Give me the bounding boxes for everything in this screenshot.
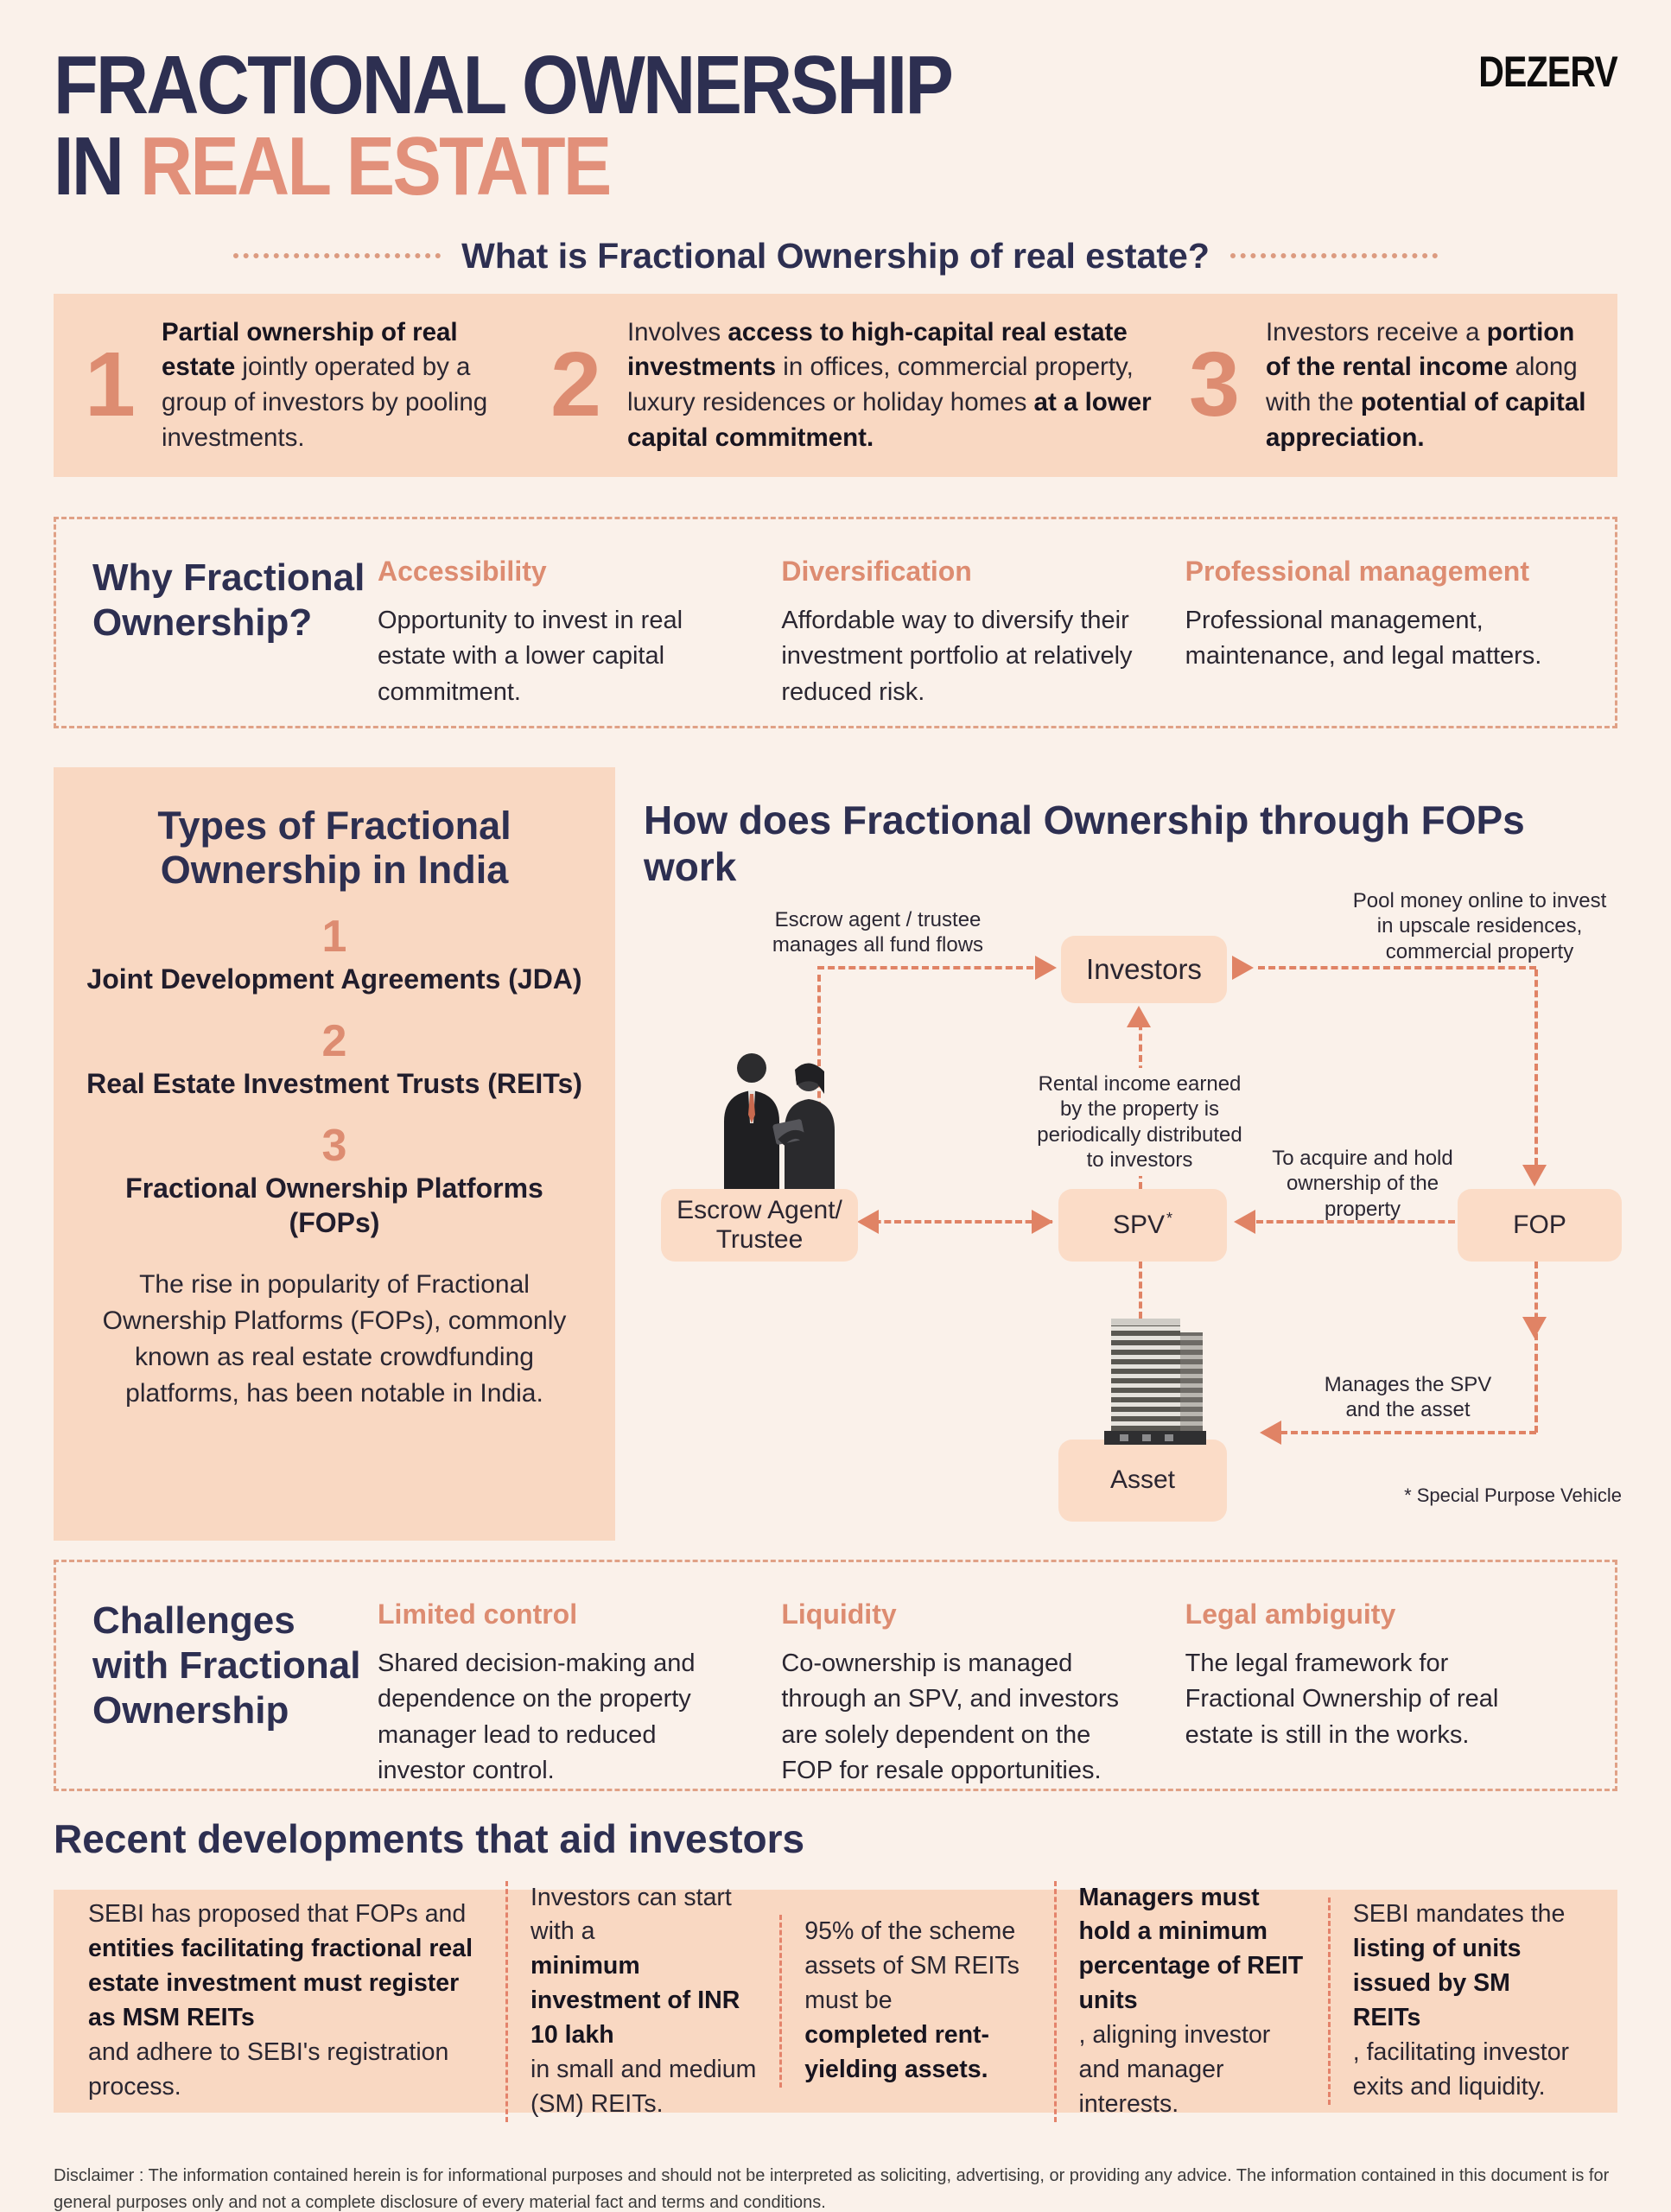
point-text: Involves access to high-capital real estate investments in offices, commercial property, luxury residences or holiday homes at a lower capital commitment. — [626, 317, 1152, 452]
node-asset: Asset — [1058, 1440, 1227, 1522]
recent-text: Investors can start with a minimum investment of INR 10 lakh in small and medium (SM) REITs. — [531, 1883, 757, 2118]
col-title: Liquidity — [781, 1599, 897, 1630]
type-label: Real Estate Investment Trusts (REITs) — [86, 1068, 582, 1100]
col-body: Affordable way to diversify their investment portfolio at relatively reduced risk. — [781, 607, 1133, 706]
col-title: Professional management — [1185, 556, 1529, 588]
point-number: 1 — [85, 334, 136, 436]
spv-label: SPV — [1112, 1210, 1165, 1239]
arrowhead-into-spv-left — [1032, 1210, 1053, 1234]
recent-text: 95% of the scheme assets of SM REITs must be completed rent-yielding assets. — [804, 1917, 1020, 2083]
types-panel — [54, 767, 615, 1541]
brand-logo: DEZERV — [1478, 48, 1617, 96]
recent-text: SEBI has proposed that FOPs and entities facilitating fractional real estate investment must register as MSM REITs and adhere to SEBI's registration process. — [88, 1900, 473, 2101]
flow-line-down-to-fop — [1534, 969, 1538, 1165]
arrowhead-into-investors-bottom — [1127, 1006, 1151, 1027]
col-body: Shared decision-making and dependence on the property manager lead to reduced investor control. — [378, 1649, 696, 1784]
point-text: Partial ownership of real estate jointly operated by a group of investors by pooling investments. — [161, 317, 488, 452]
recent-col-1 — [69, 1897, 505, 2104]
col-body: Opportunity to invest in real estate with a lower capital commitment. — [378, 607, 683, 706]
col-title: Limited control — [378, 1599, 578, 1630]
arrowhead-fop-down — [1522, 1317, 1547, 1338]
why-section — [54, 517, 1617, 728]
node-escrow-agent-trustee: Escrow Agent/ Trustee — [661, 1189, 858, 1262]
recent-text: SEBI mandates the listing of units issued by SM REITs , facilitating investor exits and liquidity. — [1352, 1900, 1570, 2101]
type-item-jda — [86, 913, 582, 997]
what-is-heading-row — [54, 233, 1617, 278]
node-fop: FOP — [1458, 1189, 1622, 1262]
arrowhead-into-escrow — [857, 1210, 879, 1234]
definition-points-band — [54, 294, 1617, 477]
type-number: 3 — [321, 1120, 347, 1171]
recent-developments-band — [54, 1883, 1617, 2118]
flow-line-fop-to-asset — [1280, 1431, 1536, 1434]
spv-footnote: * Special Purpose Vehicle — [1404, 1484, 1622, 1507]
recent-col-4 — [1054, 1881, 1328, 2122]
types-and-how-section — [54, 767, 1622, 1541]
why-heading: Why Fractional Ownership? — [92, 556, 365, 645]
flow-line-investors-to-fop — [1258, 966, 1536, 969]
point-number: 3 — [1189, 334, 1240, 436]
recent-text: Managers must hold a minimum percentage of REIT units , aligning investor and manager interests. — [1078, 1883, 1304, 2118]
what-is-heading: What is Fractional Ownership of real estate? — [461, 235, 1210, 276]
label-rental-income: Rental income earned by the property is periodically distributed to investors — [1026, 1068, 1253, 1176]
asset-building-photo — [1094, 1317, 1215, 1445]
flow-line-to-investors — [817, 966, 1033, 969]
recent-col-2 — [505, 1881, 779, 2122]
type-number: 2 — [321, 1015, 347, 1066]
type-item-fops — [86, 1122, 582, 1241]
type-label: Fractional Ownership Platforms (FOPs) — [125, 1173, 543, 1239]
node-spv — [1058, 1189, 1227, 1262]
recent-col-3 — [779, 1915, 1053, 2088]
label-pool-money: Pool money online to invest in upscale residences, commercial property — [1352, 889, 1607, 963]
label-escrow-flow: Escrow agent / trustee manages all fund flows — [772, 908, 984, 957]
why-col-diversification — [781, 556, 1185, 726]
dotted-divider-right — [1230, 253, 1438, 258]
title-line2-highlight: REAL ESTATE — [140, 120, 610, 213]
header — [0, 0, 1671, 213]
dotted-divider-left — [233, 253, 441, 258]
why-col-professional-management — [1185, 556, 1589, 726]
recent-heading: Recent developments that aid investors — [54, 1816, 805, 1862]
recent-col-5 — [1328, 1897, 1602, 2104]
page-title — [54, 39, 1430, 213]
node-investors: Investors — [1061, 936, 1227, 1003]
how-heading: How does Fractional Ownership through FOPs work — [644, 798, 1525, 890]
col-title: Accessibility — [378, 556, 547, 588]
spv-asterisk: * — [1166, 1209, 1173, 1227]
col-title: Diversification — [781, 556, 972, 588]
disclaimer: Disclaimer : The information contained herein is for informational purposes and should not be interpreted as soliciting, advertising, or providing any advice. The information contained in this document is for general purposes only and not a complete disclosure of every material fact and terms and conditions. — [54, 2166, 1610, 2212]
arrowhead-into-asset — [1260, 1421, 1281, 1445]
types-note: The rise in popularity of Fractional Ownership Platforms (FOPs), commonly known as real estate crowdfunding platforms, has been notable in India. — [102, 1269, 567, 1408]
definition-point-3 — [1189, 315, 1586, 456]
flow-line-fop-down — [1534, 1262, 1538, 1433]
building-illustration — [1094, 1317, 1215, 1445]
arrowhead-into-investors-left — [1035, 956, 1057, 980]
challenges-heading: Challenges with Fractional Ownership — [92, 1599, 361, 1732]
challenge-col-limited-control — [378, 1599, 781, 1789]
escrow-agents-photo — [698, 1049, 864, 1189]
type-label: Joint Development Agreements (JDA) — [86, 963, 582, 995]
arrowhead-into-spv-right — [1234, 1210, 1255, 1234]
col-body: Professional management, maintenance, and legal matters. — [1185, 607, 1542, 671]
challenge-col-liquidity — [781, 1599, 1185, 1789]
point-text: Investors receive a portion of the rental income along with the potential of capital appreciation. — [1265, 317, 1586, 452]
types-heading: Types of Fractional Ownership in India — [157, 804, 511, 893]
definition-point-1 — [85, 315, 521, 456]
flow-line-escrow-spv — [864, 1220, 1052, 1224]
business-people-illustration — [698, 1049, 864, 1189]
flow-line-spv-to-asset — [1139, 1262, 1142, 1319]
arrowhead-from-investors-right — [1232, 956, 1254, 980]
arrowhead-into-fop — [1522, 1165, 1547, 1186]
col-body: The legal framework for Fractional Ownership of real estate is still in the works. — [1185, 1649, 1499, 1749]
definition-point-2 — [550, 315, 1160, 456]
why-col-accessibility — [378, 556, 781, 726]
col-body: Co-ownership is managed through an SPV, and investors are solely dependent on the FOP for resale opportunities. — [781, 1649, 1120, 1784]
label-acquire: To acquire and hold ownership of the property — [1272, 1147, 1453, 1221]
challenge-col-legal-ambiguity — [1185, 1599, 1589, 1789]
label-manages: Manages the SPV and the asset — [1324, 1373, 1492, 1422]
point-number: 2 — [550, 334, 601, 436]
title-line1: FRACTIONAL OWNERSHIP — [54, 39, 952, 131]
col-title: Legal ambiguity — [1185, 1599, 1396, 1630]
type-number: 1 — [321, 911, 347, 962]
challenges-section — [54, 1560, 1617, 1791]
title-line2-prefix: IN — [54, 120, 141, 213]
type-item-reits — [86, 1015, 582, 1102]
